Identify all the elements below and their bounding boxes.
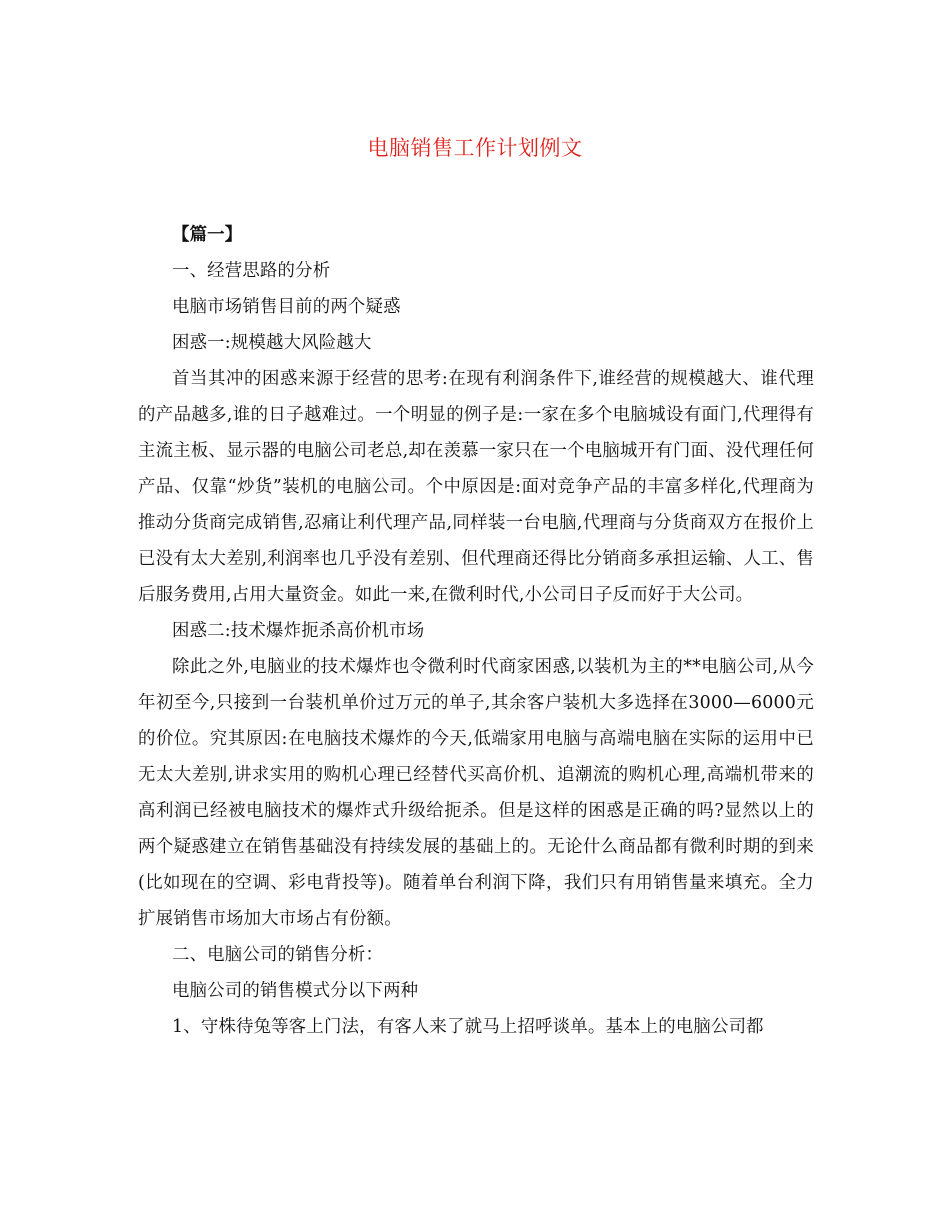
- section-label: 【篇一】: [172, 225, 243, 245]
- puzzle-two-heading: 困惑二:技术爆炸扼杀高价机市场: [172, 621, 425, 641]
- document-title: 电脑销售工作计划例文: [367, 136, 583, 160]
- puzzle-one-heading: 困惑一:规模越大风险越大: [172, 333, 372, 353]
- section-heading: 一、经营思路的分析: [172, 261, 331, 281]
- document-body: [138, 217, 814, 1045]
- subheading: 电脑市场销售目前的两个疑惑: [172, 297, 401, 317]
- section-heading: 二、电脑公司的销售分析：: [172, 945, 384, 965]
- body-paragraph: 首当其冲的困惑来源于经营的思考:在现有利润条件下,谁经营的规模越大、谁代理的产品越多,谁的日子越难过。一个明显的例子是:一家在多个电脑城设有面门,代理得有主流主板、显示器的电脑公司老总,却在羡慕一家只在一个电脑城开有门面、没代理任何产品、仅靠“炒货”装机的电脑公司。个中原因是:面对竞争产品的丰富多样化,代理商为推动分货商完成销售,忍痛让利代理产品,同样装一台电脑,代理商与分货商双方在报价上已没有太大差别,利润率也几乎没有差别、但代理商还得比分销商多承担运输、人工、售后服务费用,占用大量资金。如此一来,在微利时代,小公司日子反而好于大公司。: [138, 369, 814, 605]
- body-paragraph: 除此之外,电脑业的技术爆炸也令微利时代商家困惑,以装机为主的**电脑公司,从今年初至今,只接到一台装机单价过万元的单子,其余客户装机大多选择在3000—6000元的价位。究其原因:在电脑技术爆炸的今天,低端家用电脑与高端电脑在实际的运用中已无太大差别,讲求实用的购机心理已经替代买高价机、追潮流的购机心理,高端机带来的高利润已经被电脑技术的爆炸式升级给扼杀。但是这样的困惑是正确的吗?显然以上的两个疑惑建立在销售基础没有持续发展的基础上的。无论什么商品都有微利时期的到来(比如现在的空调、彩电背投等)。随着单台利润下降，我们只有用销售量来填充。全力扩展销售市场加大市场占有份额。: [138, 657, 814, 929]
- subheading: 电脑公司的销售模式分以下两种: [172, 981, 419, 1001]
- body-paragraph: 1、守株待兔等客上门法，有客人来了就马上招呼谈单。基本上的电脑公司都: [172, 1017, 764, 1037]
